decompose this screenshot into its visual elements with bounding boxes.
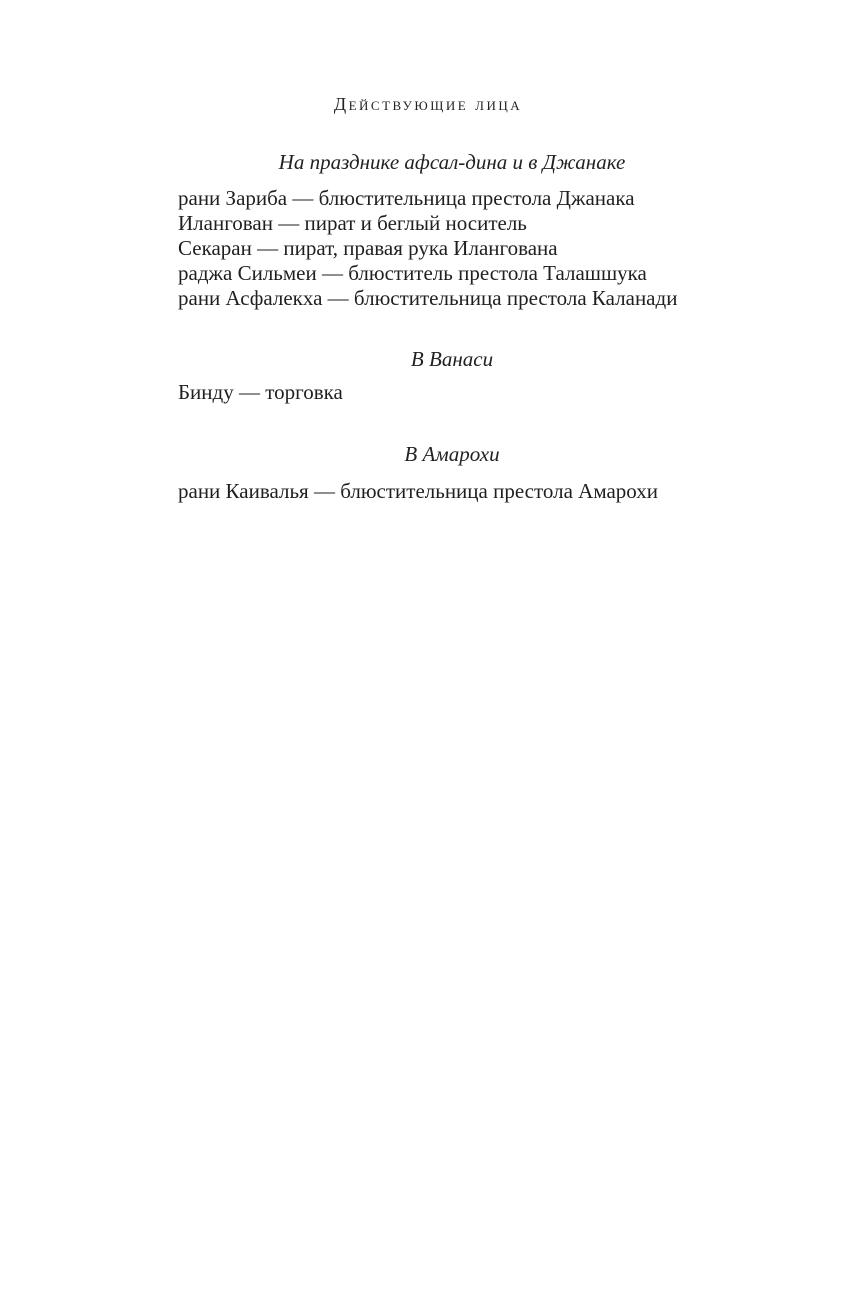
list-item: Бинду — торговка (178, 380, 343, 404)
character-list-amarokhi (178, 479, 778, 504)
list-item: рани Каивалья — блюстительница престола Амарохи (178, 479, 659, 503)
section-title-vanasi: В Ванаси (410, 347, 494, 371)
section-title-festival: На празднике афсал-дина и в Джанаке (278, 150, 626, 174)
character-list-festival (178, 186, 778, 311)
list-item: Илангован — пират и беглый носитель (178, 211, 527, 235)
list-item: рани Зариба — блюстительница престола Джанака (178, 186, 635, 210)
list-item: рани Асфалекха — блюстительница престола Каланади (178, 286, 678, 310)
page-heading: Действующие лица (333, 94, 523, 114)
character-list-vanasi (178, 380, 778, 405)
list-item: Секаран — пират, правая рука Илангована (178, 236, 558, 260)
section-title-amarokhi: В Амарохи (404, 442, 500, 466)
list-item: раджа Сильмеи — блюститель престола Талашшука (178, 261, 647, 285)
